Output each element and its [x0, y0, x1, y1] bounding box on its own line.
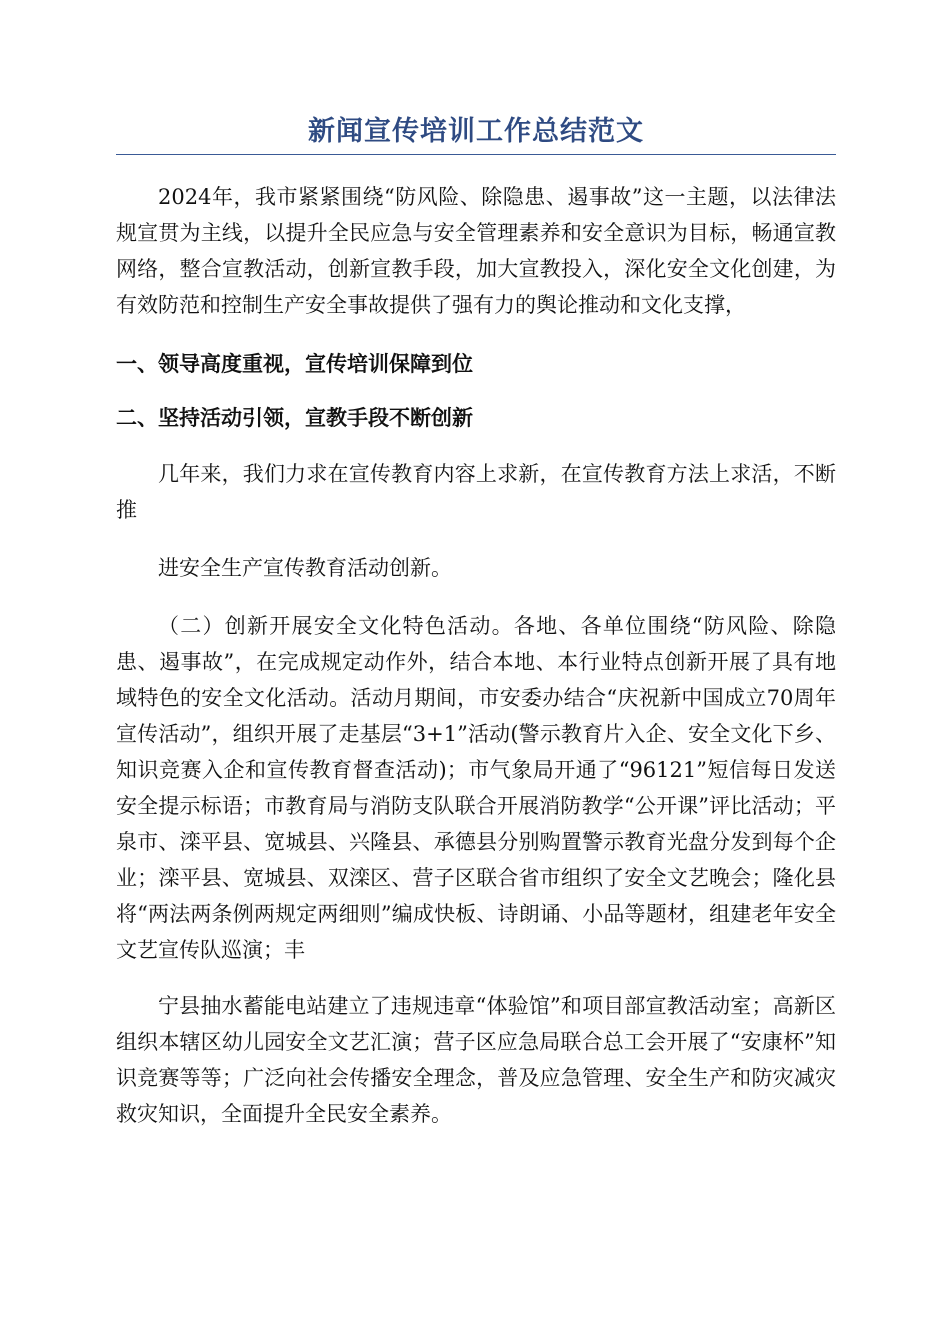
section-heading-2: 二、坚持活动引领，宣教手段不断创新: [116, 406, 473, 430]
body-paragraph-a: 几年来，我们力求在宣传教育内容上求新，在宣传教育方法上求活，不断推: [116, 462, 836, 522]
body-paragraph-c: （二）创新开展安全文化特色活动。各地、各单位围绕“防风险、除隐患、遏事故”，在完成规定动作外，结合本地、本行业特点创新开展了具有地域特色的安全文化活动。活动月期间，市安委办结合“庆祝新中国成立70周年宣传活动”，组织开展了走基层“3+1”活动(警示教育片入企、安全文化下乡、知识竞赛入企和宣传教育督查活动)；市气象局开通了“96121”短信每日发送安全提示标语；市教育局与消防支队联合开展消防教学“公开课”评比活动；平泉市、滦平县、宽城县、兴隆县、承德县分别购置警示教育光盘分发到每个企业；滦平县、宽城县、双滦区、营子区联合省市组织了安全文艺晚会；隆化县将“两法两条例两规定两细则”编成快板、诗朗诵、小品等题材，组建老年安全文艺宣传队巡演；丰: [116, 614, 836, 962]
title-underline: [116, 154, 836, 155]
section-heading-1: 一、领导高度重视，宣传培训保障到位: [116, 352, 473, 376]
document-page: [116, 110, 836, 1132]
intro-paragraph: 2024年，我市紧紧围绕“防风险、除隐患、遏事故”这一主题，以法律法规宣贯为主线，以提升全民应急与安全管理素养和安全意识为目标，畅通宣教网络，整合宣教活动，创新宣教手段，加大宣教投入，深化安全文化创建，为有效防范和控制生产安全事故提供了强有力的舆论推动和文化支撑，: [116, 185, 836, 317]
body-paragraph-b: 进安全生产宣传教育活动创新。: [158, 556, 452, 580]
body-paragraph-d: 宁县抽水蓄能电站建立了违规违章“体验馆”和项目部宣教活动室；高新区组织本辖区幼儿园安全文艺汇演；营子区应急局联合总工会开展了“安康杯”知识竞赛等等；广泛向社会传播安全理念，普及应急管理、安全生产和防灾减灾救灾知识，全面提升全民安全素养。: [116, 994, 836, 1126]
document-title: 新闻宣传培训工作总结范文: [308, 116, 644, 147]
